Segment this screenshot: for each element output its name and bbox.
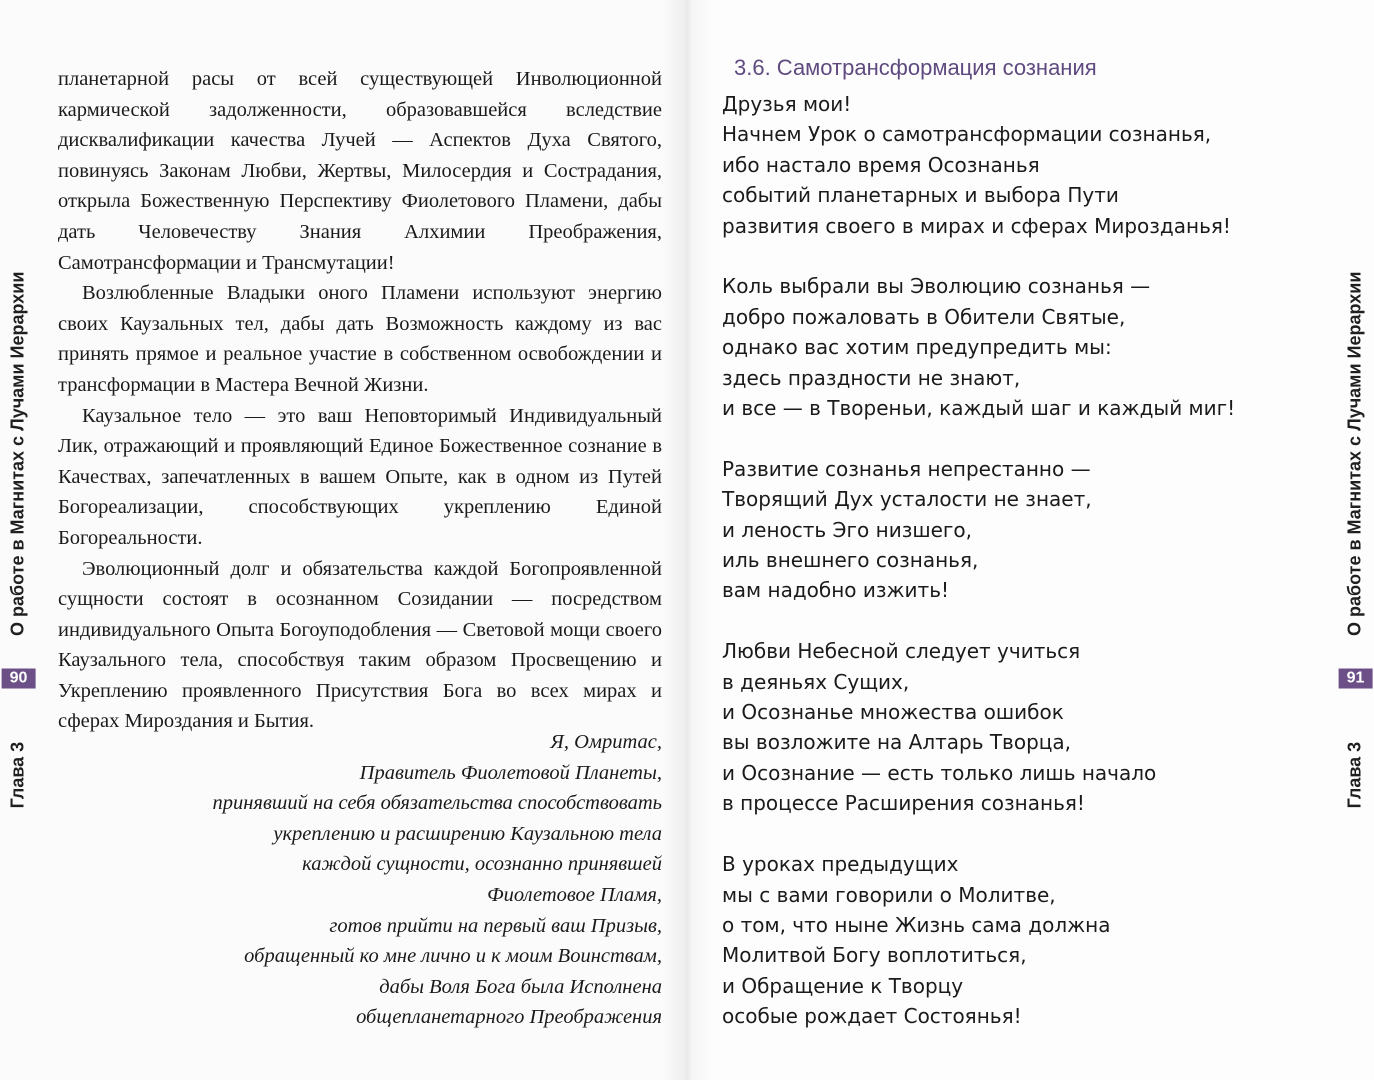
signature-line: Фиолетовое Пламя, — [487, 883, 662, 906]
poem-line: Развитие сознанья непрестанно — — [722, 456, 1091, 481]
poem-line: Любви Небесной следует учиться — [722, 639, 1081, 664]
poem-line: развития своего в мирах и сферах Мирозданья! — [722, 213, 1231, 238]
poem-line: и Осознание — есть только лишь начало — [722, 760, 1157, 785]
poem-line: и все — в Твореньи, каждый шаг и каждый миг! — [722, 396, 1236, 421]
signature-line: Правитель Фиолетовой Планеты, — [359, 761, 662, 784]
paragraph: Каузальное тело — это ваш Неповторимый Индивидуальный Лик, отражающий и проявляющий Единое Божественное сознание в Качествах, запечатленных в вашем Опыте, как в одном из Путей Богореализации, способствующих укреплению Единой Богореальности. — [58, 404, 662, 549]
poem-line: событий планетарных и выбора Пути — [722, 183, 1119, 208]
paragraph: Эволюционный долг и обязательства каждой Богопроявленной сущности состоят в осознанном Созидании — посредством индивидуального Опыта Богоуподобления — Световой мощи своего Каузального тела, способствуя таким образом Просвещению и Укреплению проявленного Присутствия Бога во всех мирах и сферах Мироздания и Бытия. — [58, 557, 662, 733]
paragraph: планетарной расы от всей существующей Инволюционной кармической задолженности, образовавшейся вследствие дисквалификации качества Лучей — Аспектов Духа Святого, повинуясь Законам Любви, Жертвы, Милосердия и Сострадания, открыла Божественную Перспективу Фиолетового Пламени, дабы дать Человечеству Знания Алхимии Преображения, Самотрансформации и Трансмутации! — [58, 68, 662, 274]
stanza — [722, 89, 1322, 241]
running-title: О работе в Магнитах с Лучами Иерархии — [1344, 271, 1365, 637]
book-gutter — [662, 0, 712, 1080]
poem-line: и Обращение к Творцу — [722, 973, 964, 998]
paragraph: Возлюбленные Владыки оного Пламени используют энергию своих Каузальных тел, дабы дать Возможность каждому из вас принять прямое и реальное участие в собственном освобождении и трансформации в Мастера Вечной Жизни. — [58, 282, 662, 396]
poem-line: ибо настало время Осознанья — [722, 152, 1040, 177]
poem-line: вам надобно изжить! — [722, 578, 949, 603]
poem-line: Начнем Урок о самотрансформации сознанья, — [722, 122, 1212, 147]
stanza — [722, 636, 1322, 818]
page-number-badge: 90 — [1, 669, 35, 689]
signature-line: укреплению и расширению Каузальною тела — [273, 822, 662, 845]
poem-line: в деяньях Сущих, — [722, 669, 910, 694]
signature-line: готов прийти на первый ваш Призыв, — [329, 914, 662, 937]
poem-line: однако вас хотим предупредить мы: — [722, 335, 1112, 360]
poem — [722, 89, 1322, 1062]
poem-line: иль внешнего сознанья, — [722, 548, 979, 573]
poem-line: Коль выбрали вы Эволюцию сознанья — — [722, 274, 1151, 299]
signature-line: общепланетарного Преображения — [356, 1006, 662, 1029]
chapter-label: Глава 3 — [7, 741, 28, 809]
signature-block — [58, 727, 662, 1033]
poem-line: мы с вами говорили о Молитве, — [722, 882, 1056, 907]
left-body-text — [58, 64, 662, 737]
poem-line: здесь праздности не знают, — [722, 365, 1021, 390]
poem-line: особые рождает Состоянья! — [722, 1004, 1022, 1029]
poem-line: о том, что ныне Жизнь сама должна — [722, 912, 1111, 937]
page-number-badge: 91 — [1338, 669, 1372, 689]
poem-line: добро пожаловать в Обители Святые, — [722, 304, 1126, 329]
poem-line: и леность Эго низшего, — [722, 517, 973, 542]
signature-line: каждой сущности, осознанно принявшей — [302, 853, 662, 876]
chapter-label: Глава 3 — [1344, 741, 1365, 809]
poem-line: Друзья мои! — [722, 92, 852, 116]
poem-line: Молитвой Богу воплотиться, — [722, 943, 1027, 968]
poem-line: вы возложите на Алтарь Творца, — [722, 730, 1072, 755]
signature-line: дабы Воля Бога была Исполнена — [379, 975, 662, 998]
stanza — [722, 271, 1322, 423]
poem-line: В уроках предыдущих — [722, 852, 959, 877]
section-title: 3.6. Самотрансформация сознания — [734, 55, 1097, 80]
stanza — [722, 454, 1322, 606]
signature-line: обращенный ко мне лично и к моим Воинствам, — [244, 945, 662, 968]
poem-line: в процессе Расширения сознанья! — [722, 791, 1085, 816]
poem-line: и Осознанье множества ошибок — [722, 700, 1064, 725]
poem-line: Творящий Дух усталости не знает, — [722, 487, 1092, 512]
running-title: О работе в Магнитах с Лучами Иерархии — [7, 271, 28, 637]
stanza — [722, 849, 1322, 1031]
signature-line: принявший на себя обязательства способствовать — [212, 792, 662, 815]
signature-line: Я, Омритас, — [550, 731, 662, 753]
